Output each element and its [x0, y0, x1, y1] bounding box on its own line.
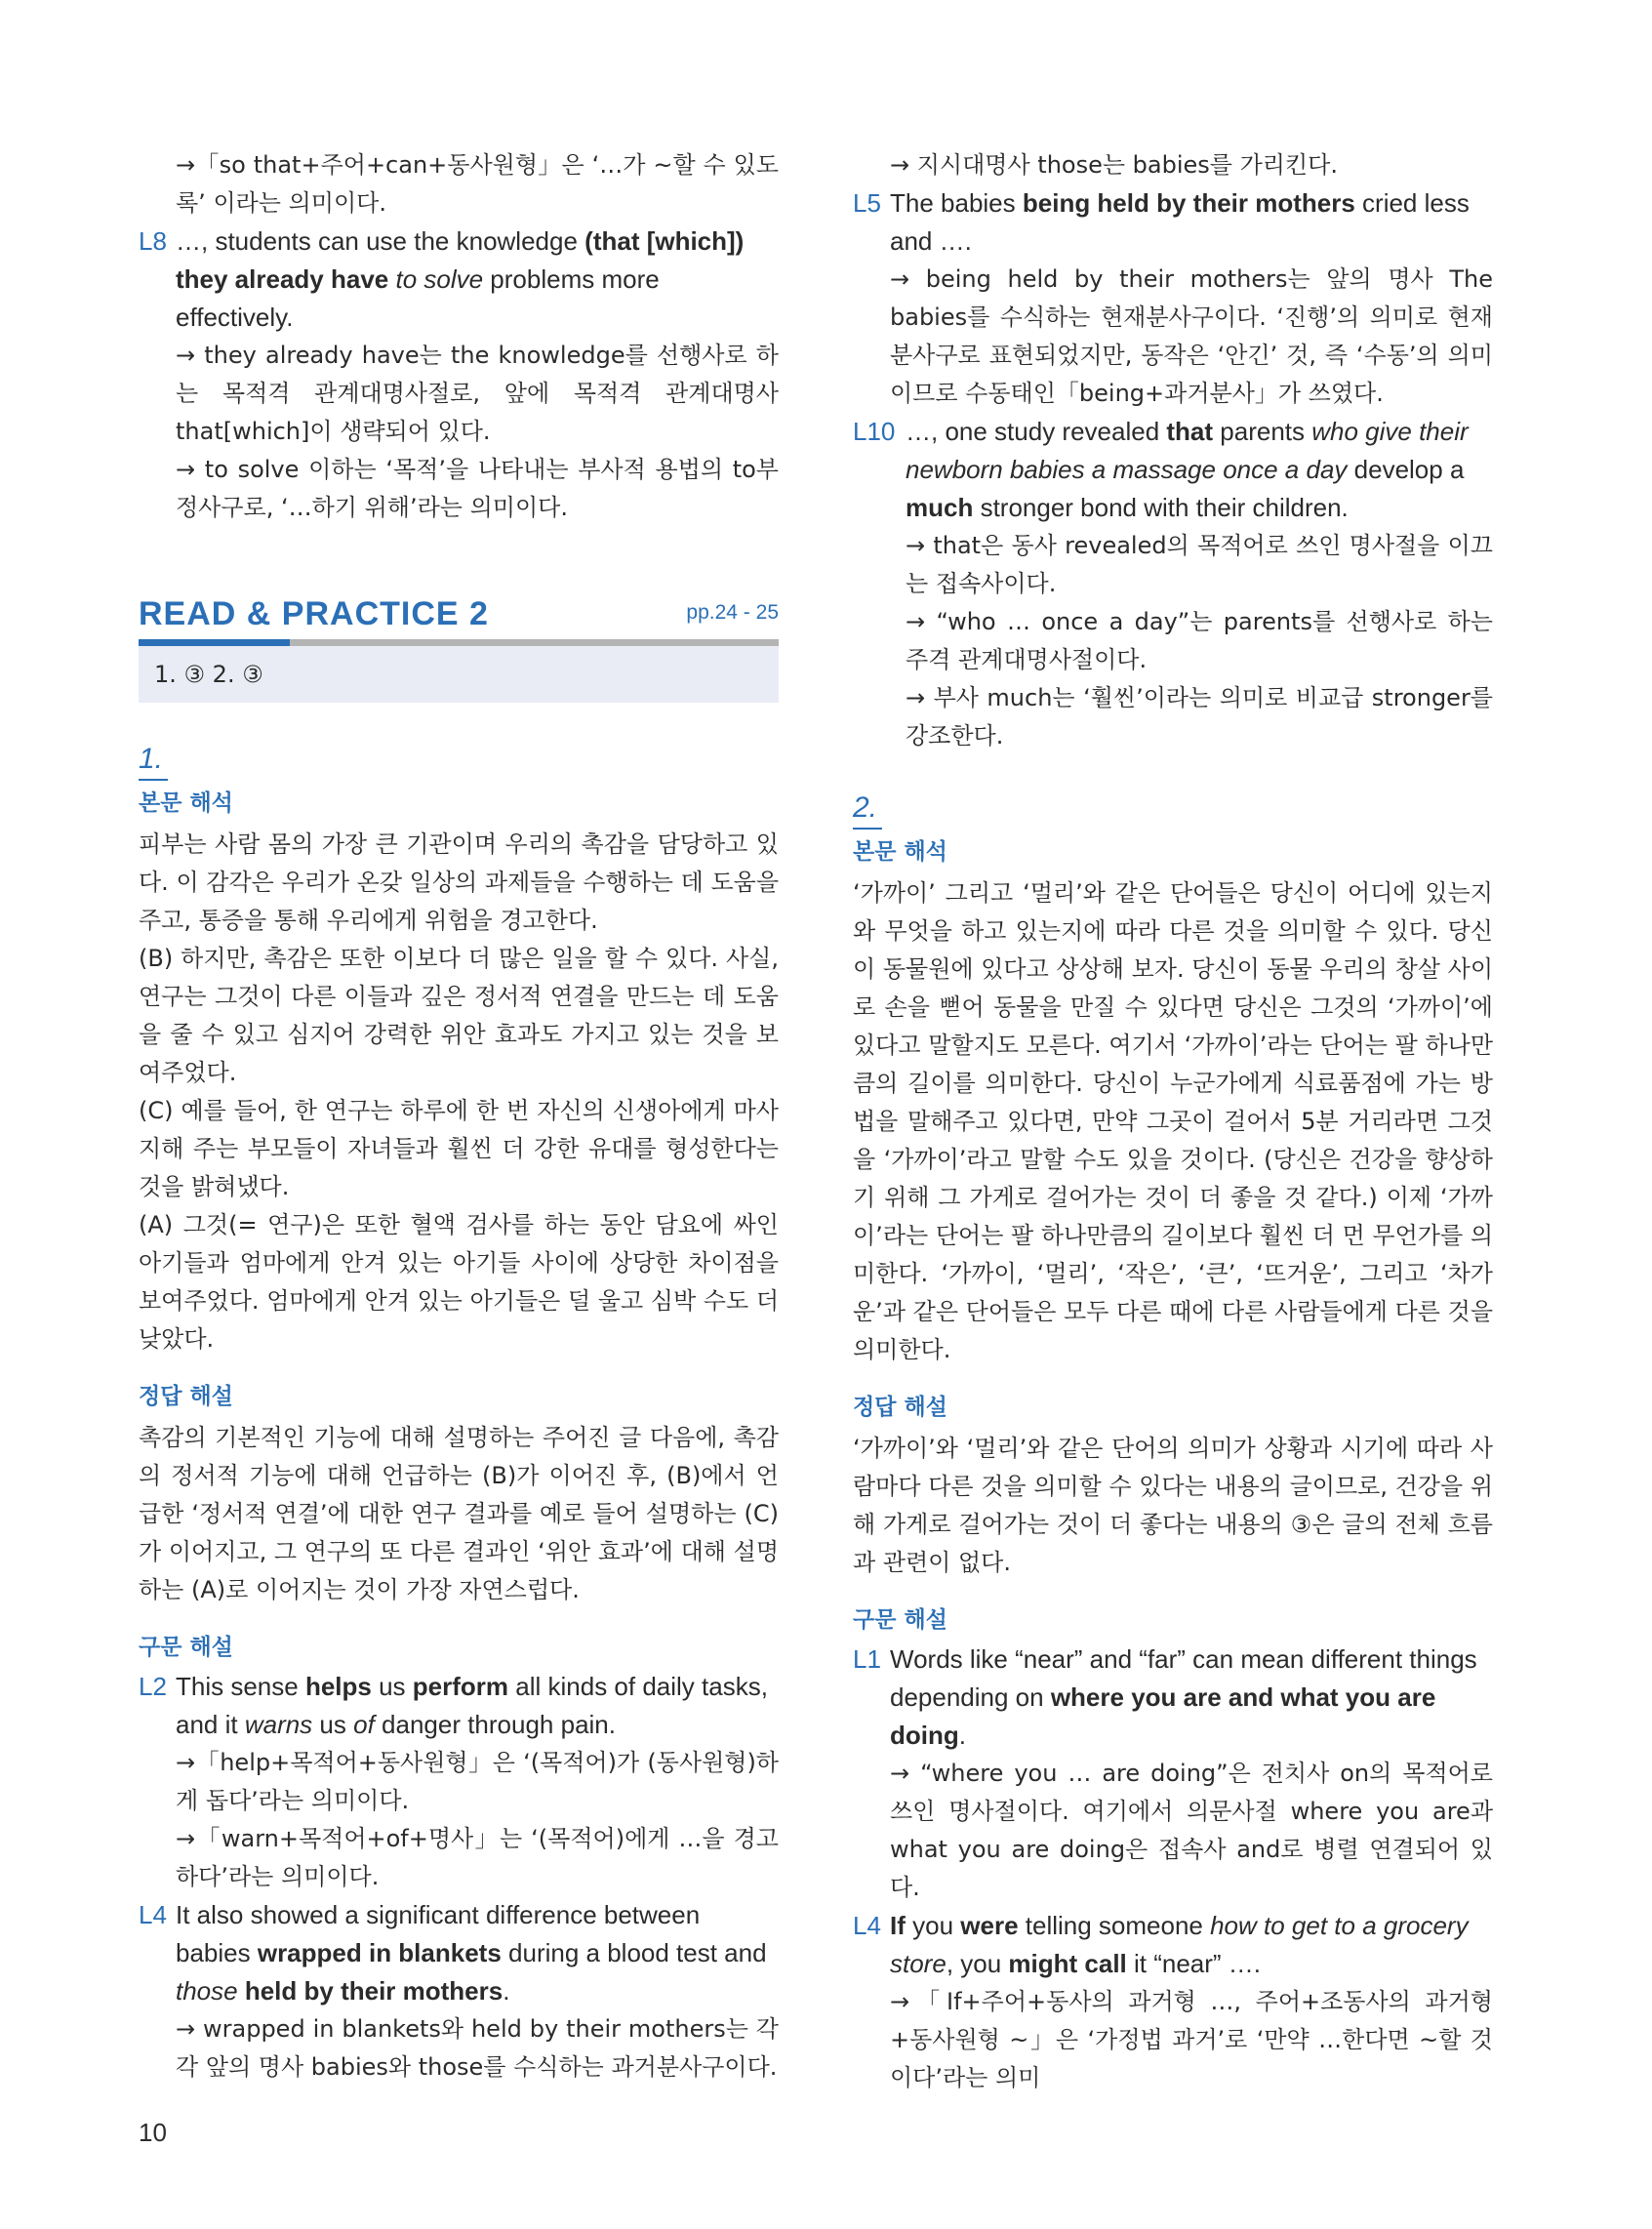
note: →「help+목적어+동사원형」은 ‘(목적어)가 (동사원형)하게 돕다’라는 의미이다.	[176, 1749, 779, 1814]
grammar-item-l10: L10 …, one study revealed that parents who give their newborn babies a massage once a day develop a much stronger bond with their children.	[853, 413, 1493, 527]
translation-paragraph: (A) 그것(= 연구)은 또한 혈액 검사를 하는 동안 담요에 싸인 아기들과 엄마에게 안겨 있는 아기들 사이에 상당한 차이점을 보여주었다. 엄마에게 안겨 있는 아기들은 덜 울고 심박 수도 더 낮았다.	[139, 1211, 779, 1353]
note: → “who … once a day”는 parents를 선행사로 하는 주격 관계대명사절이다.	[906, 608, 1493, 673]
grammar-heading: 구문 해설	[139, 1635, 233, 1660]
grammar-item-l4: L4 It also showed a significant difference between babies wrapped in blankets during a blood test and those held by their mothers.	[139, 1896, 779, 2010]
note: →「warn+목적어+of+명사」는 ‘(목적어)에게 …을 경고하다’라는 의미이다.	[176, 1825, 779, 1890]
page-number: 10	[139, 2118, 167, 2147]
note: →「If+주어+동사의 과거형 …, 주어+조동사의 과거형+동사원형 ~」은 ‘가정법 과거’로 ‘만약 …한다면 ~할 것이다’라는 의미	[890, 1988, 1493, 2091]
grammar-item-l1: L1 Words like “near” and “far” can mean different things depending on where you are and what you are doing.	[853, 1641, 1493, 1755]
answer-heading: 정답 해설	[139, 1384, 233, 1409]
answer-explanation: 촉감의 기본적인 기능에 대해 설명하는 주어진 글 다음에, 촉감의 정서적 기능에 대해 언급하는 (B)가 이어진 후, (B)에서 언급한 ‘정서적 연결’에 대한 연구 결과를 예로 들어 설명하는 (C)가 이어지고, 그 연구의 또 다른 결과인 ‘위안 효과’에 대해 설명하는 (A)로 이어지는 것이 가장 자연스럽다.	[139, 1424, 779, 1603]
answers: 1. ③ 2. ③	[154, 661, 263, 688]
translation-paragraph: (B) 하지만, 촉감은 또한 이보다 더 많은 일을 할 수 있다. 사실, 연구는 그것이 다른 이들과 깊은 정서적 연결을 만드는 데 도움을 줄 수 있고 심지어 강력한 위안 효과도 가지고 있는 것을 보여주었다.	[139, 945, 779, 1086]
translation-paragraph: ‘가까이’ 그리고 ‘멀리’와 같은 단어들은 당신이 어디에 있는지와 무엇을 하고 있는지에 따라 다른 것을 의미할 수 있다. 당신이 동물원에 있다고 상상해 보자. 당신이 동물 우리의 창살 사이로 손을 뻗어 동물을 만질 수 있다면 당신은 그것의 ‘가까이’에 있다고 말할지도 모른다. 여기서 ‘가까이’라는 단어는 팔 하나만큼의 길이를 의미한다. 당신이 누군가에게 식료품점에 가는 방법을 말해주고 있다면, 만약 그곳이 걸어서 5분 거리라면 그것을 ‘가까이’라고 말할 수도 있을 것이다. (당신은 건강을 향상하기 위해 그 가게로 걸어가는 것이 더 좋을 것 같다.) 이제 ‘가까이’라는 단어는 팔 하나만큼의 길이보다 훨씬 더 먼 무언가를 의미한다. ‘가까이, ‘멀리’, ‘작은’, ‘큰’, ‘뜨거운’, 그리고 ‘차가운’과 같은 단어들은 모두 다른 때에 다른 사람들에게 다른 것을 의미한다.	[853, 879, 1493, 1363]
number-underline	[853, 828, 882, 830]
grammar-item-l4b: L4 If you were telling someone how to get to a grocery store, you might call it “near” ….	[853, 1907, 1493, 1983]
grammar-heading: 구문 해설	[853, 1607, 947, 1633]
note: → they already have는 the knowledge를 선행사로 하는 목적격 관계대명사절로, 앞에 목적격 관계대명사 that[which]이 생략되어 있다.	[176, 342, 779, 445]
line-code: L10	[853, 417, 896, 446]
section-header	[139, 586, 779, 646]
left-column	[139, 146, 779, 2087]
section-title: READ & PRACTICE 2	[139, 595, 489, 632]
translation-heading: 본문 해석	[853, 839, 947, 865]
translation-paragraph: (C) 예를 들어, 한 연구는 하루에 한 번 자신의 신생아에게 마사지해 주는 부모들이 자녀들과 훨씬 더 강한 유대를 형성한다는 것을 밝혀냈다.	[139, 1097, 779, 1200]
page-range: pp.24 - 25	[686, 601, 779, 624]
grammar-item-l8: L8 …, students can use the knowledge (that [which]) they already have to solve problems more effectively.	[139, 223, 779, 337]
answer-box	[139, 646, 779, 703]
line-code: L5	[853, 188, 881, 218]
note: → “where you … are doing”은 전치사 on의 목적어로 쓰인 명사절이다. 여기에서 의문사절 where you are과 what you are doing은 접속사 and로 병렬 연결되어 있다.	[890, 1760, 1493, 1901]
section-rule	[139, 639, 779, 646]
line-code: L8	[139, 226, 167, 256]
note: → 부사 much는 ‘훨씬’이라는 의미로 비교급 stronger를 강조한다.	[906, 684, 1493, 750]
note: → to solve 이하는 ‘목적’을 나타내는 부사적 용법의 to부정사구로, ‘…하기 위해’라는 의미이다.	[176, 456, 779, 521]
grammar-item-l5: L5 The babies being held by their mothers cried less and ….	[853, 184, 1493, 261]
number-underline	[139, 779, 168, 781]
right-column	[853, 146, 1493, 2097]
translation-paragraph: 피부는 사람 몸의 가장 큰 기관이며 우리의 촉감을 담당하고 있다. 이 감각은 우리가 온갖 일상의 과제들을 수행하는 데 도움을 주고, 통증을 통해 우리에게 위험을 경고한다.	[139, 831, 779, 934]
note: → that은 동사 revealed의 목적어로 쓰인 명사절을 이끄는 접속사이다.	[906, 532, 1493, 597]
note: → being held by their mothers는 앞의 명사 The babies를 수식하는 현재분사구이다. ‘진행’의 의미로 현재분사구로 표현되었지만, 동작은 ‘안긴’ 것, 즉 ‘수동’의 의미이므로 수동태인「being+과거분사」가 쓰였다.	[890, 265, 1493, 407]
grammar-item-l2: L2 This sense helps us perform all kinds of daily tasks, and it warns us of danger through pain.	[139, 1668, 779, 1744]
note: → 지시대명사 those는 babies를 가리킨다.	[890, 151, 1338, 179]
answer-heading: 정답 해설	[853, 1395, 947, 1420]
line-code: L2	[139, 1672, 167, 1701]
note: → wrapped in blankets와 held by their mothers는 각각 앞의 명사 babies와 those를 수식하는 과거분사구이다.	[176, 2015, 779, 2081]
translation-heading: 본문 해석	[139, 790, 233, 816]
answer-explanation: ‘가까이’와 ‘멀리’와 같은 단어의 의미가 상황과 시기에 따라 사람마다 다른 것을 의미할 수 있다는 내용의 글이므로, 건강을 위해 가게로 걸어가는 것이 더 좋다는 내용의 ③은 글의 전체 흐름과 관련이 없다.	[853, 1435, 1493, 1576]
question-number: 2.	[853, 791, 878, 824]
line-code: L4	[139, 1900, 167, 1929]
line-code: L1	[853, 1644, 881, 1674]
line-code: L4	[853, 1911, 881, 1940]
l8-prev-note: →「so that+주어+can+동사원형」은 ‘…가 ~할 수 있도록’ 이라는 의미이다.	[176, 151, 779, 217]
question-number: 1.	[139, 743, 164, 775]
